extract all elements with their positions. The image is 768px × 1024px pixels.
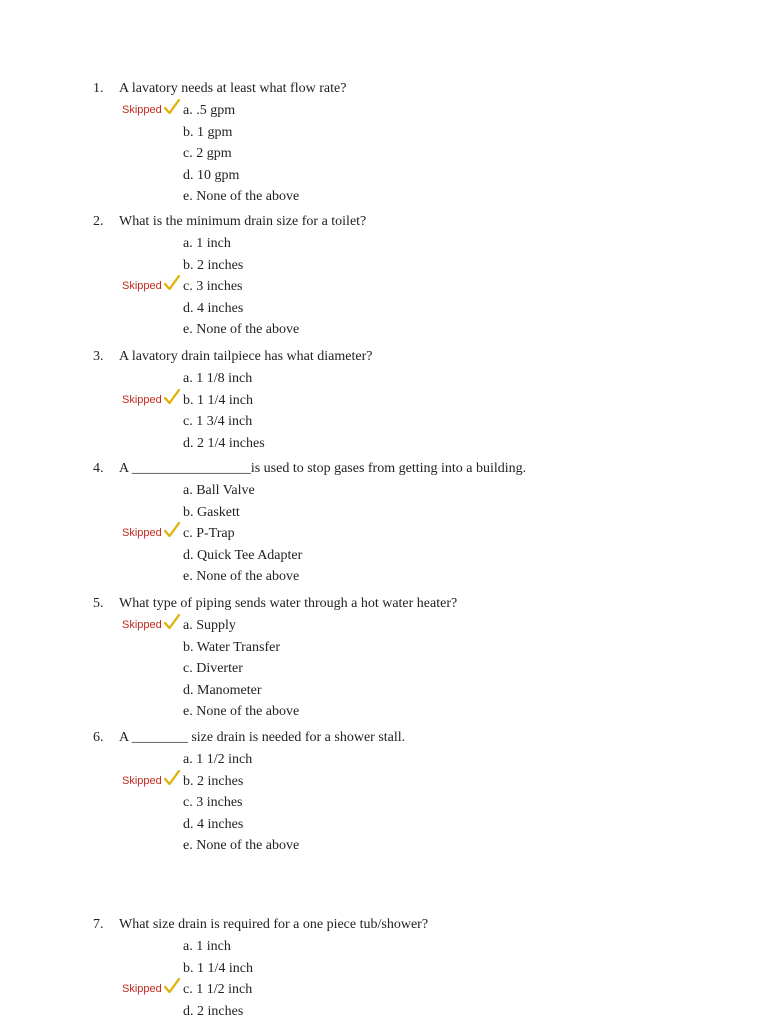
check-mark-icon <box>163 977 181 995</box>
answer-option-text: c. 3 inches <box>183 279 243 295</box>
answer-option-text: b. 1 gpm <box>183 124 233 140</box>
answer-option-text: d. Quick Tee Adapter <box>183 547 303 563</box>
answer-option <box>0 145 768 163</box>
answer-option <box>0 482 768 500</box>
question-text: A lavatory drain tailpiece has what diameter? <box>119 349 373 364</box>
check-mark-icon <box>163 98 181 116</box>
answer-option-text: e. None of the above <box>183 838 300 854</box>
question-text: What type of piping sends water through a hot water heater? <box>119 596 458 611</box>
skipped-label: Skipped <box>122 619 162 631</box>
answer-option-text: b. 2 inches <box>183 257 244 273</box>
answer-option-text: b. 1 1/4 inch <box>183 960 253 976</box>
answer-option-text: c. 3 inches <box>183 795 243 811</box>
skipped-label: Skipped <box>122 393 162 406</box>
answer-option <box>0 278 768 296</box>
answer-option <box>0 547 768 565</box>
answer-option <box>0 682 768 700</box>
answer-option <box>0 188 768 206</box>
question-number: 3. <box>93 349 104 364</box>
answer-option <box>0 568 768 586</box>
skipped-label: Skipped <box>122 280 162 293</box>
answer-option-text: d. 10 gpm <box>183 167 240 183</box>
answer-option <box>0 639 768 657</box>
question-text: A lavatory needs at least what flow rate? <box>119 81 347 96</box>
question-number: 1. <box>93 81 104 96</box>
question-text: A _________________is used to stop gases from getting into a building. <box>119 461 527 476</box>
answer-option <box>0 981 768 999</box>
answer-option-text: e. None of the above <box>183 189 300 205</box>
question-text: What size drain is required for a one piece tub/shower? <box>119 917 429 932</box>
answer-option-text: d. 4 inches <box>183 300 244 316</box>
check-mark-icon <box>163 769 181 787</box>
answer-option <box>0 1003 768 1021</box>
answer-option <box>0 504 768 522</box>
answer-option-text: d. Manometer <box>183 682 262 698</box>
question-number: 5. <box>93 596 104 611</box>
answer-option-text: c. 1 1/2 inch <box>183 982 253 998</box>
question-number: 7. <box>93 917 104 932</box>
skipped-label: Skipped <box>122 527 162 540</box>
answer-option-text: b. Water Transfer <box>183 639 280 655</box>
answer-option <box>0 525 768 543</box>
answer-option <box>0 235 768 253</box>
skipped-label: Skipped <box>122 983 162 996</box>
answer-option <box>0 703 768 721</box>
answer-option <box>0 794 768 812</box>
answer-option-text: a. Ball Valve <box>183 483 255 498</box>
question-text: What is the minimum drain size for a toilet? <box>119 214 367 229</box>
answer-option-text: c. 2 gpm <box>183 146 232 162</box>
answer-option-text: c. Diverter <box>183 661 243 677</box>
answer-option-text: d. 2 1/4 inches <box>183 435 265 451</box>
answer-option-text: b. 1 1/4 inch <box>183 392 253 408</box>
answer-option <box>0 660 768 678</box>
answer-option-text: a. .5 gpm <box>183 103 236 118</box>
answer-option-text: b. Gaskett <box>183 504 240 520</box>
skipped-label: Skipped <box>122 774 162 787</box>
skipped-label: Skipped <box>122 104 162 116</box>
answer-option-text: e. None of the above <box>183 322 300 338</box>
check-mark-icon <box>163 388 181 406</box>
answer-option-text: b. 2 inches <box>183 773 244 789</box>
check-mark-icon <box>163 521 181 539</box>
answer-option <box>0 938 768 956</box>
question-text: A ________ size drain is needed for a shower stall. <box>119 730 406 745</box>
answer-option <box>0 370 768 388</box>
check-mark-icon <box>163 613 181 631</box>
question-number: 6. <box>93 730 104 745</box>
answer-option-text: c. P-Trap <box>183 526 235 542</box>
answer-option <box>0 435 768 453</box>
answer-option-text: d. 4 inches <box>183 816 244 832</box>
answer-option-text: d. 2 inches <box>183 1003 244 1019</box>
answer-option-text: a. 1 1/8 inch <box>183 371 253 386</box>
answer-option-text: a. 1 1/2 inch <box>183 752 253 767</box>
answer-option <box>0 837 768 855</box>
question-number: 2. <box>93 214 104 229</box>
answer-option <box>0 321 768 339</box>
answer-option <box>0 167 768 185</box>
check-mark-icon <box>163 274 181 292</box>
answer-option <box>0 751 768 769</box>
answer-option-text: e. None of the above <box>183 704 300 720</box>
question-number: 4. <box>93 461 104 476</box>
answer-option <box>0 257 768 275</box>
answer-option <box>0 413 768 431</box>
answer-option <box>0 124 768 142</box>
answer-option <box>0 102 768 120</box>
answer-option-text: c. 1 3/4 inch <box>183 414 253 430</box>
answer-option-text: e. None of the above <box>183 569 300 585</box>
answer-option-text: a. 1 inch <box>183 236 231 251</box>
answer-option <box>0 816 768 834</box>
answer-option <box>0 392 768 410</box>
answer-option <box>0 617 768 635</box>
answer-option <box>0 300 768 318</box>
answer-option-text: a. 1 inch <box>183 939 231 954</box>
answer-option <box>0 960 768 978</box>
answer-option-text: a. Supply <box>183 618 236 633</box>
answer-option <box>0 773 768 791</box>
